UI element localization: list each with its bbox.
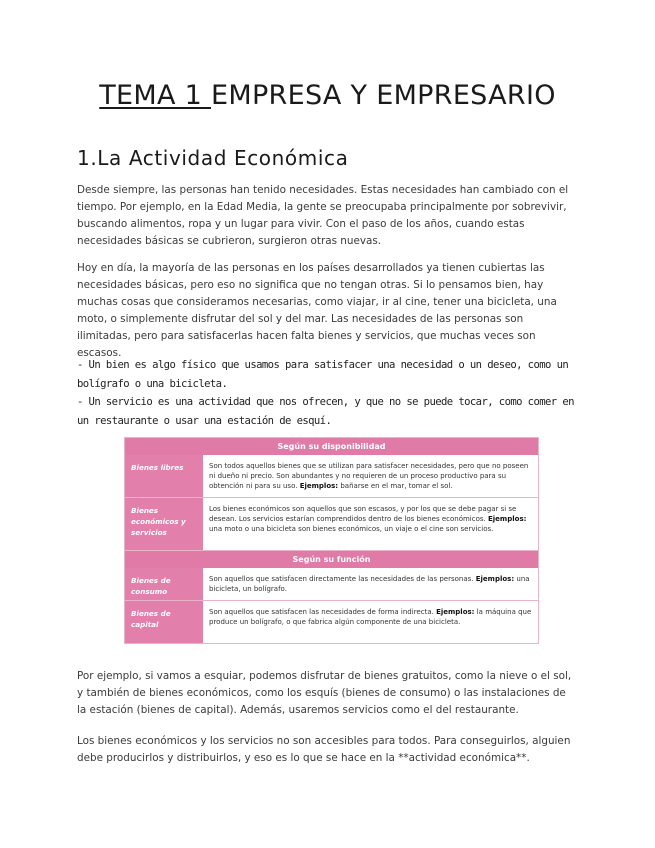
table-row [125,455,538,498]
table-row [125,601,538,643]
row-description [203,455,538,497]
definition-servicio: - Un servicio es una actividad que nos ofrecen, y que no se puede tocar, como comer en un restaurante o usar una estación de esquí. [77,396,574,427]
row-text: Son aquellos que satisfacen las necesidades de forma indirecta. [209,608,434,616]
section-heading: 1.La Actividad Económica [77,146,349,170]
example-text: la máquina que produce un bolígrafo, o que fabrica algún componente de una bicicleta. [209,608,532,627]
paragraph-intro: Desde siempre, las personas han tenido necesidades. Estas necesidades han cambiado con el tiempo. Por ejemplo, en la Edad Media, la gente se preocupaba principalmente por sobrevivir, buscando alimentos, ropa y un lugar para vivir. Con el paso de los años, cuando estas necesidades básicas se cubrieron, surgieron otras nuevas. [77,184,569,247]
row-description [203,498,538,550]
title-prefix: TEMA 1 [99,80,211,111]
row-label: Bienes de capital [125,601,203,643]
row-text: Son aquellos que satisfacen directamente las necesidades de las personas. [209,575,474,583]
row-text: Son todos aquellos bienes que se utilizan para satisfacer necesidades, pero que no poseen ni dueño ni precio. Son abundantes y no requieren de un proceso productivo para su obtención ni para su uso. [209,462,529,491]
table-row [125,498,538,551]
row-text: Los bienes económicos son aquellos que son escasos, y por los que se debe pagar si se desean. Los servicios estarían comprendidos dentro de los bienes económicos. [209,505,517,524]
row-label: Bienes libres [125,455,203,497]
example-text: bañarse en el mar, tomar el sol. [340,482,453,491]
definitions-list [77,356,577,430]
example-text: una bicicleta, un bolígrafo. [209,575,530,594]
paragraph-ski-example: Por ejemplo, si vamos a esquiar, podemos disfrutar de bienes gratuitos, como la nieve o el sol, y también de bienes económicos, como los esquís (bienes de consumo) o las instalaciones de la estación (bienes de capital). Además, usaremos servicios como el del restaurante. [77,670,572,716]
table-header-availability: Según su disponibilidad [125,438,538,455]
table-row [125,568,538,601]
table-header-function: Según su función [125,551,538,568]
paragraph-needs: Hoy en día, la mayoría de las personas en los países desarrollados ya tienen cubiertas las necesidades básicas, pero eso no significa que no tengan otras. Si lo pensamos bien, hay muchas cosas que consideramos necesarias, como viajar, ir al cine, tener una bicicleta, una moto, o simplemente disfrutar del sol y del mar. Las necesidades de las personas son ilimitadas, pero para satisfacerlas hacen falta bienes y servicios, que muchas veces son escasos. [77,262,557,359]
row-description [203,601,538,643]
page-title [0,80,655,111]
row-label: Bienes económicos y servicios [125,498,203,550]
paragraph-economic-activity: Los bienes económicos y los servicios no son accesibles para todos. Para conseguirlos, alguien debe producirlos y distribuirlos, y eso es lo que se hace en la **actividad económica**. [77,735,571,764]
example-label: Ejemplos: [488,515,527,524]
row-description [203,568,538,600]
example-label: Ejemplos: [436,608,475,616]
definition-bien: - Un bien es algo físico que usamos para satisfacer una necesidad o un deseo, como un bolígrafo o una bicicleta. [77,359,569,390]
title-main: EMPRESA Y EMPRESARIO [211,80,556,111]
example-label: Ejemplos: [299,482,339,491]
goods-classification-table [124,437,539,644]
example-text: una moto o una bicicleta son bienes económicos, un viaje o el cine son servicios. [209,525,494,534]
row-label: Bienes de consumo [125,568,203,600]
example-label: Ejemplos: [475,575,515,583]
